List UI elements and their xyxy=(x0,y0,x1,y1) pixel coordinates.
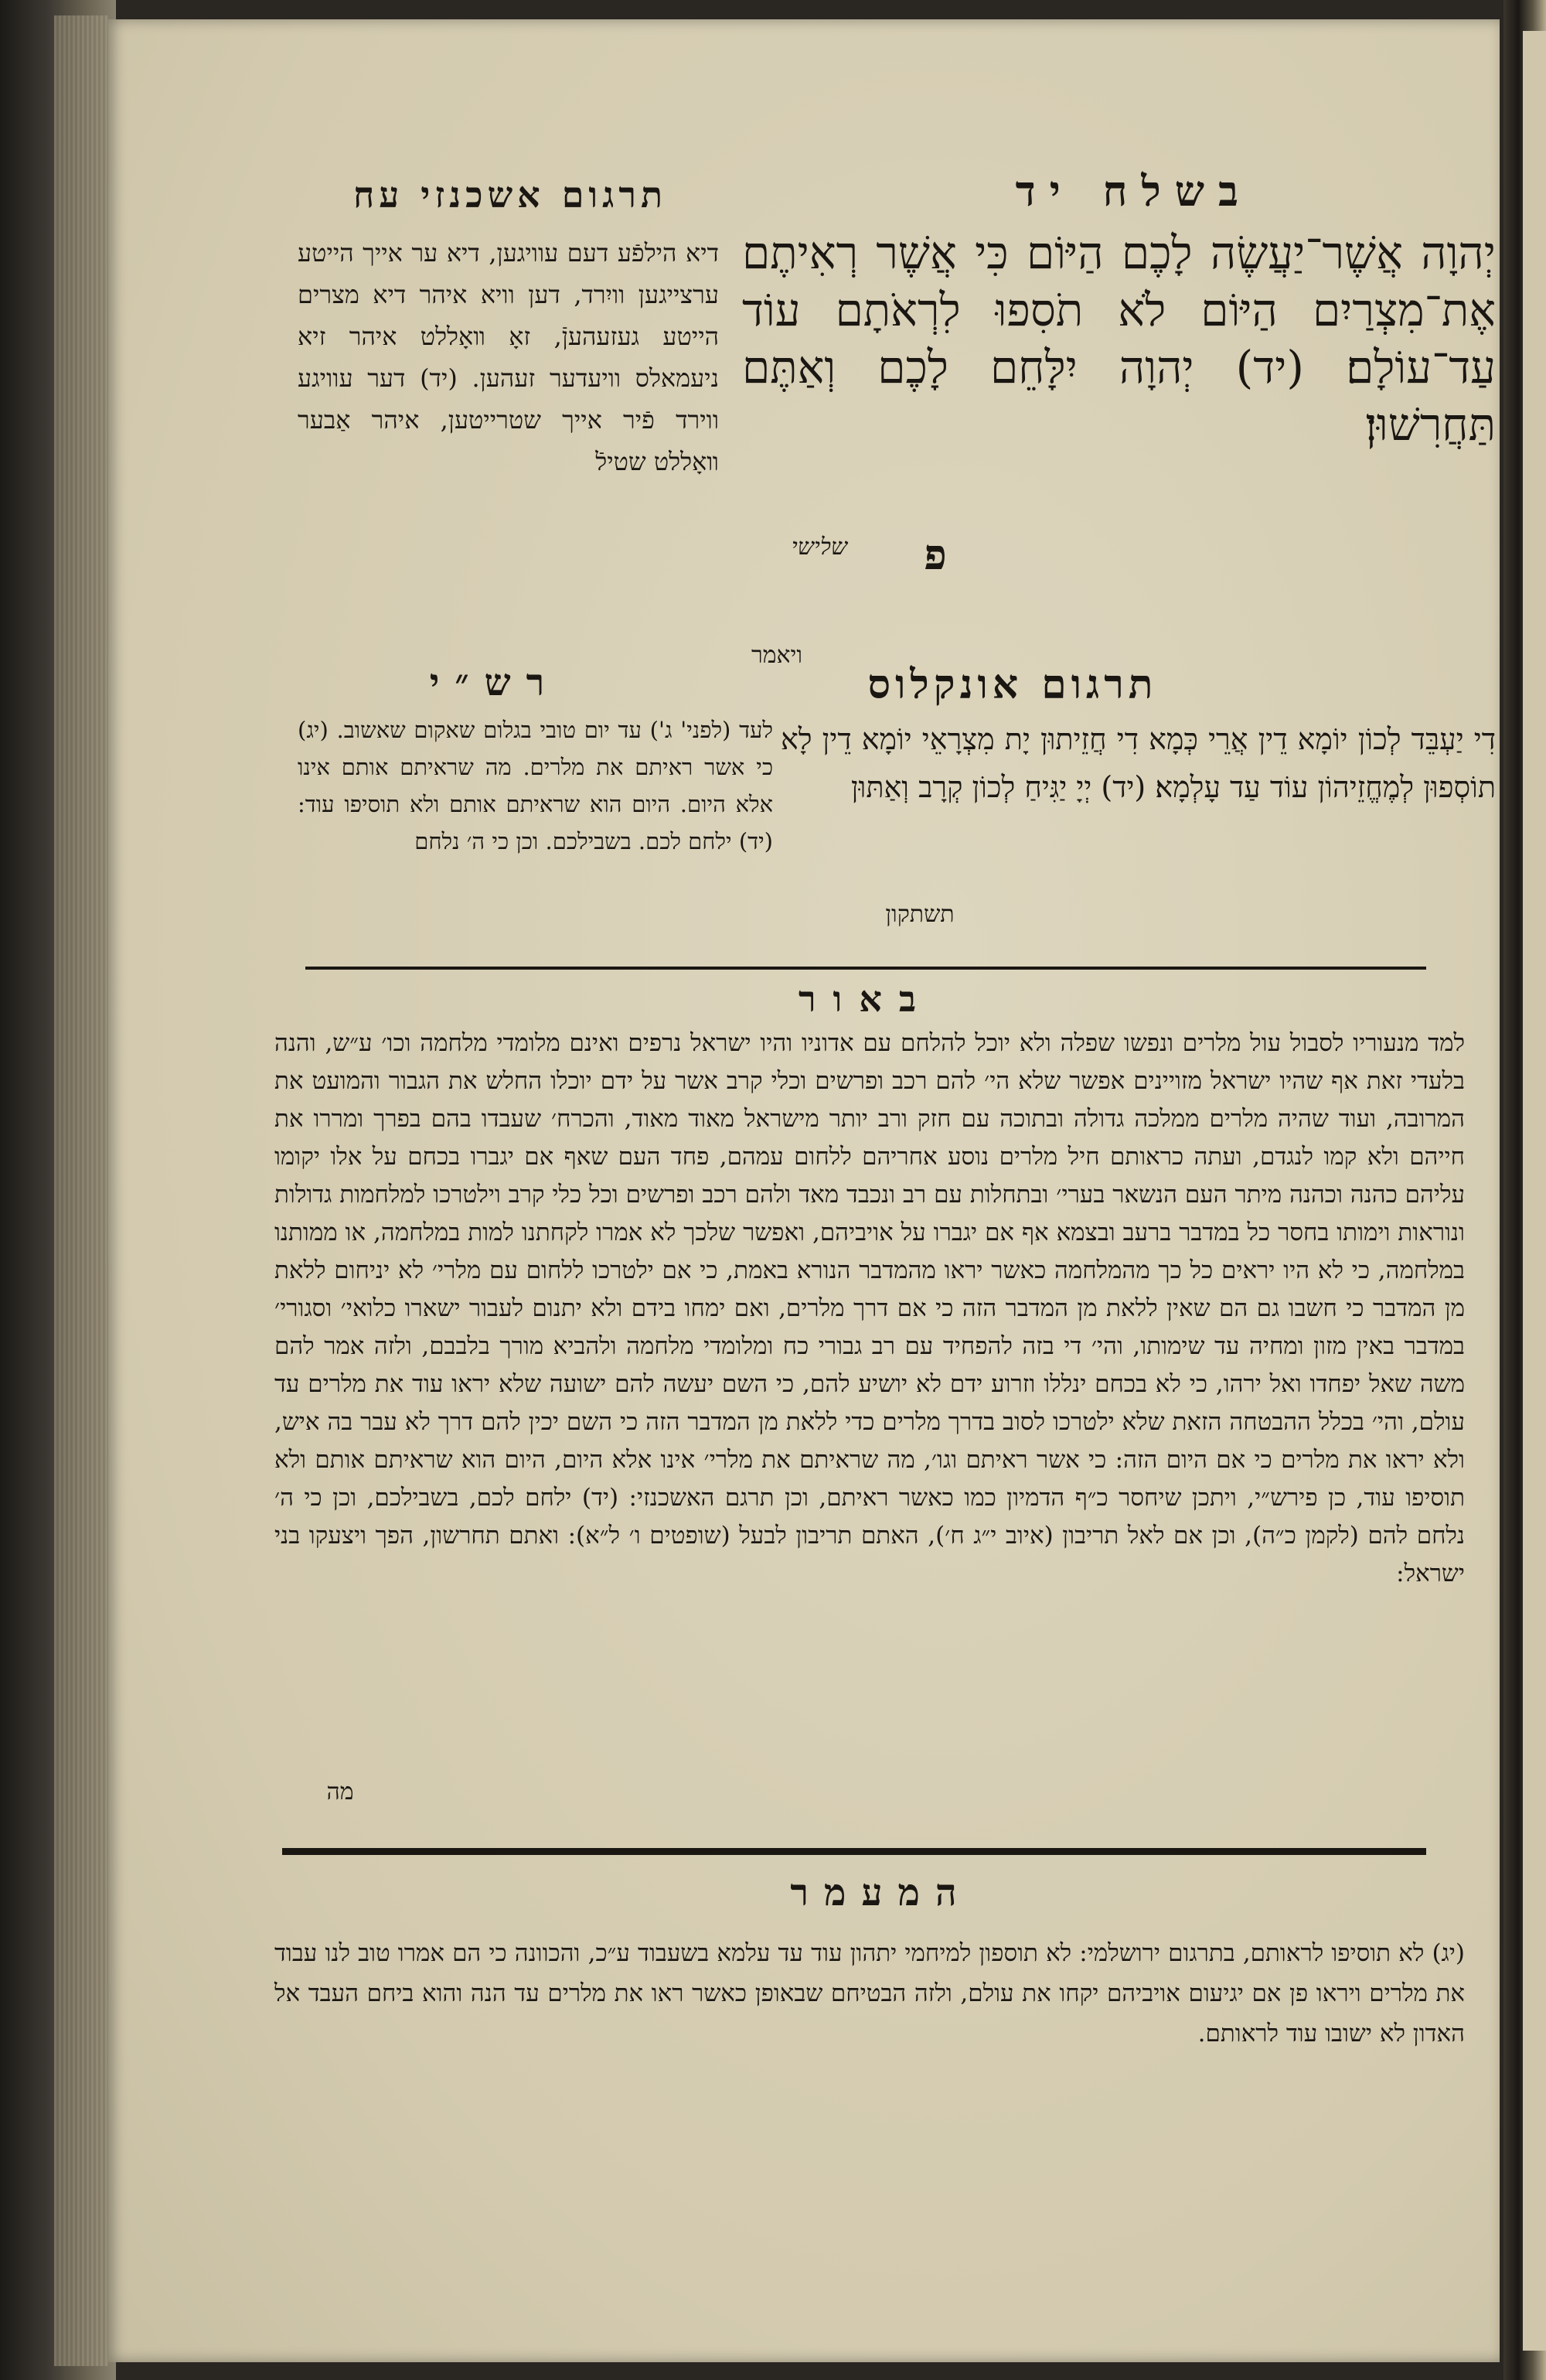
rashi-header: רש״י xyxy=(429,661,560,704)
section-divider xyxy=(305,967,1426,970)
onkelos-header: תרגום אונקלוס xyxy=(867,661,1158,708)
next-page-sliver xyxy=(1523,31,1546,2351)
biur-text: למד מנעוריו לסבול עול מלרים ונפשו שפלה ולא יוכל להלחם עם אדוניו והיו ישראל נרפים ואינם מלומדי מלחמה וכו׳ ע״ש, והנה בלעדי זאת אף שהיו ישראל מזויינים אפשר שלא הי׳ להם רכב ופרשים וכלי קרב אשר על ידם יוכלו החלש את הגבור והמועט את המרובה, ועוד שהיה מלרים ממלכה גדולה ובתוכה עם חזק ורב יותר מישראל מאוד מאוד, והכרח׳ שעבדו בהם בפרך ומררו את חייהם ולא קמו לנגדם, ועתה כראותם חיל מלרים נוסע אחריהם ללחום עמהם, פחד העם שאף אם יגברו בכחם על אלו יקומו עליהם כהנה וכהנה מיתר העם הנשאר בערי׳ ובתחלות עם רב ונכבד מאד ולהם רכב ופרשים וכל כלי קרב וילטרכו למלחמות גדולות ונוראות וימותו בחסר כל במדבר ברעב ובצמא אף אם יגברו על אויביהם, ואפשר שלכך לא אמרו לקחתנו למות במלחמה, או ממותנו במלחמה, כי לא היו יראים כל כך מהמלחמה כאשר יראו מהמדבר הנורא באמת, כי אם ילטרכו ללחום עם מלרי׳ לא יניחום ללאת מן המדבר כי חשבו גם הם שאין ללאת מן המדבר הזה כי אם דרך מלרים, ואם ימחו בידם ולא יתנום לעבור ישארו כלואי׳ וסגורי׳ במדבר באין מזון ומחיה עד שימותו, והי׳ די בזה להפחיד עם רב גבורי כח ומלומדי מלחמה ולהביא מורך בלבבם, ולזה אמר להם משה שאל יפחדו ואל ירהו, כי לא בכחם ינללו וזרוע ידם לא יושיע להם, כי השם יעשה להם ישועה שלא יראו עוד את מלרים עד עולם, והי׳ בכלל ההבטחה הזאת שלא ילטרכו לסוב בדרך מלרים כדי ללאת מן המדבר הזה כי השם יכין להם דרך לא עבר בה איש, ולא יראו את מלרים כי אם היום הזה: כי אשר ראיתם וגו׳, מה שראיתם את מלרי׳ אינו אלא היום, היום הוא שראיתם אותם ולא תוסיפו עוד, כן פירש״י, ויתכן שיחסר כ״ף הדמיון כמו כאשר ראיתם, וכן תרגם האשכנזי: (יד) ילחם לכם, בשבילכם, וכן כי ה׳ נלחם להם (לקמן כ״ה), וכן אם לאל תריבון (איוב י״ג ח׳), האתם תריבון לבעל (שופטים ו׳ ל״א): ואתם תחרשון, הפך ויצעקו בני ישראל: xyxy=(274,1029,1465,1587)
meamer-header: המעמר xyxy=(790,1871,972,1915)
page-edge-stack xyxy=(54,15,108,2366)
parsha-break-marker: פ xyxy=(924,530,947,579)
torah-verse-text: יְהוָה אֲשֶׁר־יַעֲשֶׂה לָכֶם הַיּוֹם כִּי אֲשֶׁר רְאִיתֶם אֶת־מִצְרַיִם הַיּוֹם לֹא תֹסִפוּ לִרְאֹתָם עוֹד עַד־עוֹלָם׃ (יד) יְהוָה יִלָּחֵם לָכֶם וְאַתֶּם תַּחֲרִשׁוּן׃ xyxy=(742,227,1496,451)
onkelos-continuation: תשתקון xyxy=(885,901,955,928)
onkelos-text: דִי יַעְבֵּד לְכוֹן יוֹמָא דֵין אֲרֵי כְּמָא דִי חֲזֵיתוּן יָת מִצְרָאֵי יוֹמָא דֵין לָא תוֹסְפוּן לְמֶחֱזֵיהוֹן עוֹד עַד עָלְמָא׃ (יד) יְיָ יַגִּיחַ לְכוֹן קְרָב וְאַתּוּן xyxy=(781,722,1496,804)
aliyah-marker: שלישי xyxy=(791,534,848,561)
torah-section-header: בשלח יד xyxy=(1015,166,1252,216)
biur-catchword: מה xyxy=(326,1778,354,1805)
biur-header: באור xyxy=(798,978,934,1020)
targum-ashkenazi-header: תרגום אשכנזי עח xyxy=(352,174,668,216)
section-divider-thick xyxy=(282,1848,1426,1855)
targum-ashkenazi-text: דיא הילפֿע דעם עוויגען, דיא ער אייך הייטע ערצייגען וויִרד, דען וויא איהר דיא מצרים הייטע געזעהעןֿ, זאָ װאָללט איהר זיא ניעמאלס וויעדער זעהען. (יד) דער עוויגע ווירד פֿיר אייך שטרייטען, איהר אַבער װאָללט שטילֿ xyxy=(298,238,719,476)
meamer-text: (יג) לא תוסיפו לראותם, בתרגום ירושלמי: לא תוספון למיחמי יתהון עוד עד עלמא בשעבוד ע״כ, והכוונה כי הם אמרו טוב לנו עבוד את מלרים ויראו פן אם יגיעום אויביהם יקחו את עולם, ולזה הבטיחם שבאופן כאשר ראו את מלרים עד הנה והוא ביחם העבד אל האדון לא ישובו עוד לראותם. xyxy=(274,1939,1465,2048)
catchword: ויאמר xyxy=(751,642,803,669)
rashi-text: לעד (לפני' ג') עד יום טובי בגלום שאקום שאשוב. (יג) כי אשר ראיתם את מלרים. מה שראיתם אותם אינו אלא היום. היום הוא שראיתם אותם ולא תוסיפו עוד: (יד) ילחם לכם. בשבילכם. וכן כי ה׳ נלחם xyxy=(298,717,773,854)
